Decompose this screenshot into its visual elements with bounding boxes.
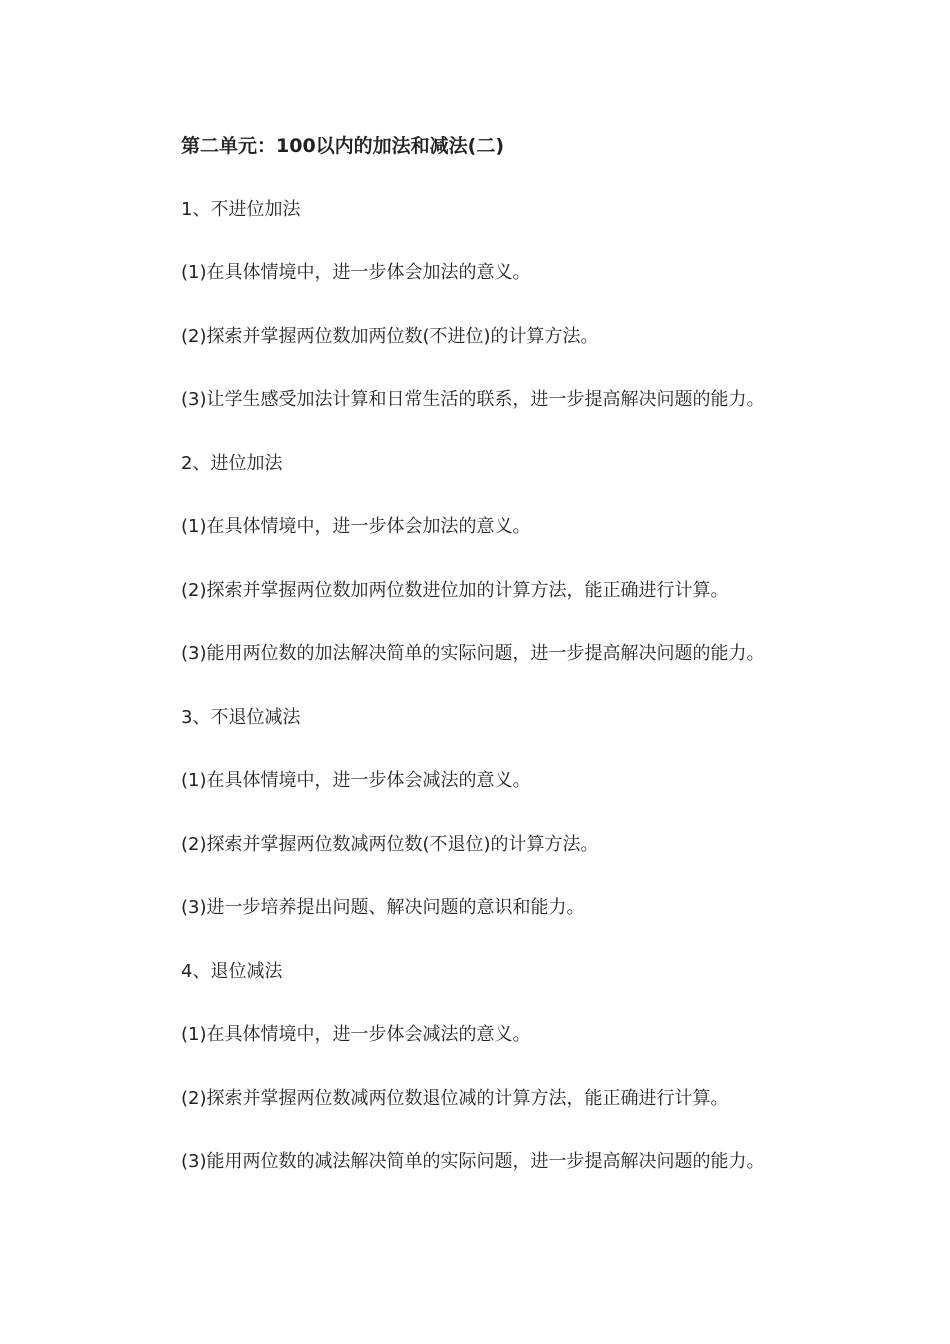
document-title: 第二单元：100以内的加法和减法(二) xyxy=(181,135,505,157)
section-4-item-2: (2)探索并掌握两位数减两位数退位减的计算方法，能正确进行计算。 xyxy=(181,1087,729,1109)
section-3-item-2: (2)探索并掌握两位数减两位数(不退位)的计算方法。 xyxy=(181,833,599,855)
section-2-item-3: (3)能用两位数的加法解决简单的实际问题，进一步提高解决问题的能力。 xyxy=(181,643,765,664)
section-heading-3: 3、不退位减法 xyxy=(181,706,301,728)
section-heading-1: 1、不进位加法 xyxy=(181,198,301,220)
document-page xyxy=(181,131,921,1211)
section-1-item-2: (2)探索并掌握两位数加两位数(不进位)的计算方法。 xyxy=(181,325,599,347)
section-4-item-1: (1)在具体情境中，进一步体会减法的意义。 xyxy=(181,1024,531,1045)
section-3-item-1: (1)在具体情境中，进一步体会减法的意义。 xyxy=(181,770,531,791)
section-2-item-2: (2)探索并掌握两位数加两位数进位加的计算方法，能正确进行计算。 xyxy=(181,579,729,601)
section-3-item-3: (3)进一步培养提出问题、解决问题的意识和能力。 xyxy=(181,897,585,918)
section-1-item-3: (3)让学生感受加法计算和日常生活的联系，进一步提高解决问题的能力。 xyxy=(181,389,765,410)
section-4-item-3: (3)能用两位数的减法解决简单的实际问题，进一步提高解决问题的能力。 xyxy=(181,1151,765,1172)
section-2-item-1: (1)在具体情境中，进一步体会加法的意义。 xyxy=(181,516,531,537)
section-1-item-1: (1)在具体情境中，进一步体会加法的意义。 xyxy=(181,262,531,283)
section-heading-4: 4、退位减法 xyxy=(181,960,283,982)
section-heading-2: 2、进位加法 xyxy=(181,452,283,474)
